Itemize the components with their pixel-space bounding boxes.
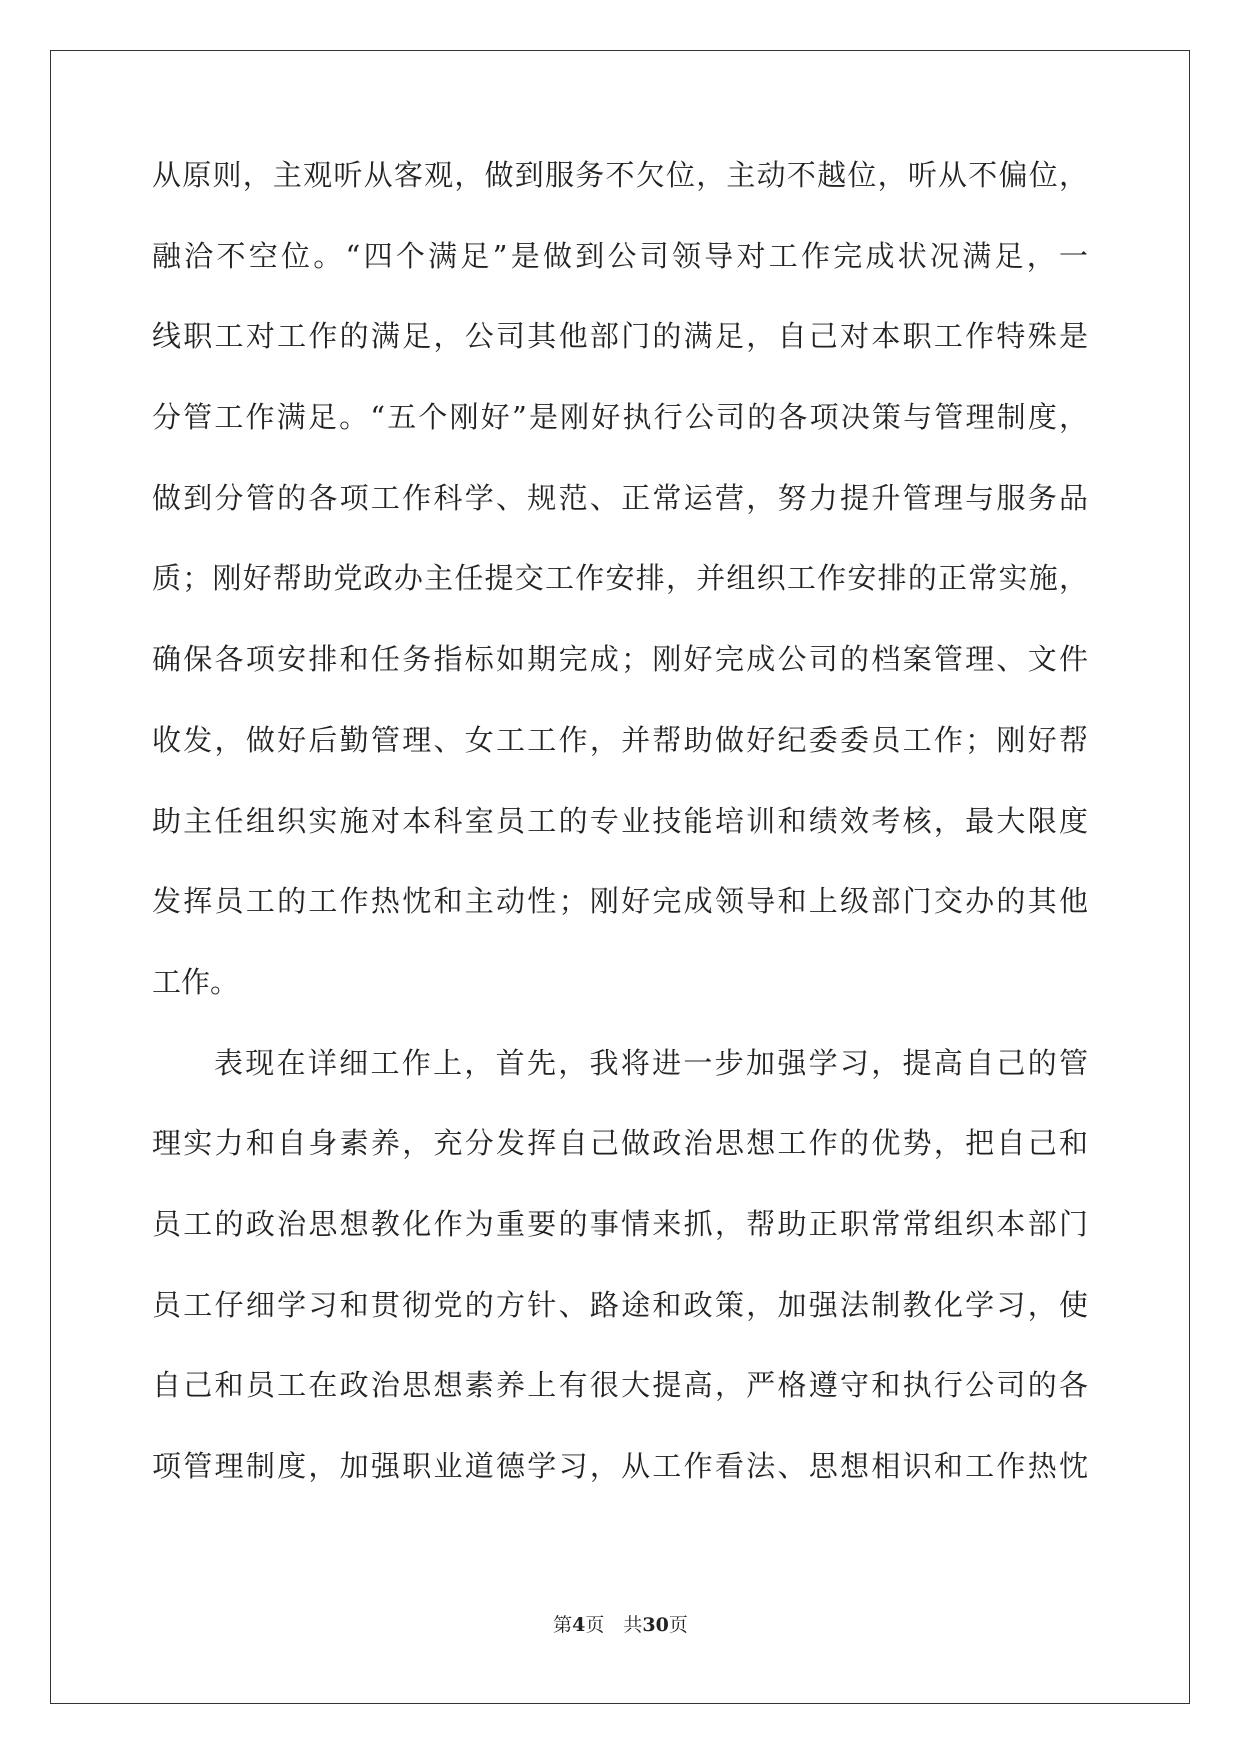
text-line: 员工的政治思想教化作为重要的事情来抓，帮助正职常常组织本部门 bbox=[152, 1206, 1088, 1241]
footer-prefix: 第 bbox=[553, 1614, 573, 1636]
page-footer bbox=[0, 1610, 1241, 1637]
total-pages: 30 bbox=[642, 1614, 669, 1636]
text-line: 做到分管的各项工作科学、规范、正常运营，努力提升管理与服务品 bbox=[152, 480, 1088, 515]
text-line: 自己和员工在政治思想素养上有很大提高，严格遵守和执行公司的各 bbox=[152, 1368, 1088, 1403]
text-line: 理实力和自身素养，充分发挥自己做政治思想工作的优势，把自己和 bbox=[152, 1126, 1088, 1161]
text-line: 确保各项安排和任务指标如期完成；刚好完成公司的档案管理、文件 bbox=[152, 642, 1088, 677]
text-line: 工作。 bbox=[152, 964, 240, 999]
text-line: 发挥员工的工作热忱和主动性；刚好完成领导和上级部门交办的其他 bbox=[152, 884, 1088, 919]
text-line: 线职工对工作的满足，公司其他部门的满足，自己对本职工作特殊是 bbox=[152, 319, 1088, 354]
text-line: 质；刚好帮助党政办主任提交工作安排，并组织工作安排的正常实施， bbox=[152, 561, 1088, 596]
text-line: 项管理制度，加强职业道德学习，从工作看法、思想相识和工作热忱 bbox=[152, 1449, 1088, 1483]
document-body bbox=[152, 155, 1088, 1527]
paragraph-1 bbox=[152, 155, 1088, 1043]
text-line: 表现在详细工作上，首先，我将进一步加强学习，提高自己的管 bbox=[214, 1045, 1088, 1080]
text-line: 助主任组织实施对本科室员工的专业技能培训和绩效考核，最大限度 bbox=[152, 803, 1088, 838]
text-line: 从原则，主观听从客观，做到服务不欠位，主动不越位，听从不偏位， bbox=[152, 158, 1088, 192]
text-line: 融洽不空位。“四个满足”是做到公司领导对工作完成状况满足，一 bbox=[152, 238, 1088, 273]
footer-mid: 页 共 bbox=[585, 1614, 643, 1636]
text-line: 员工仔细学习和贯彻党的方针、路途和政策，加强法制教化学习，使 bbox=[152, 1287, 1088, 1322]
paragraph-2 bbox=[152, 1043, 1088, 1527]
text-line: 分管工作满足。“五个刚好”是刚好执行公司的各项决策与管理制度， bbox=[152, 400, 1088, 435]
text-line: 收发，做好后勤管理、女工工作，并帮助做好纪委委员工作；刚好帮 bbox=[152, 722, 1088, 757]
footer-suffix: 页 bbox=[668, 1614, 688, 1636]
page-number: 4 bbox=[572, 1614, 586, 1636]
